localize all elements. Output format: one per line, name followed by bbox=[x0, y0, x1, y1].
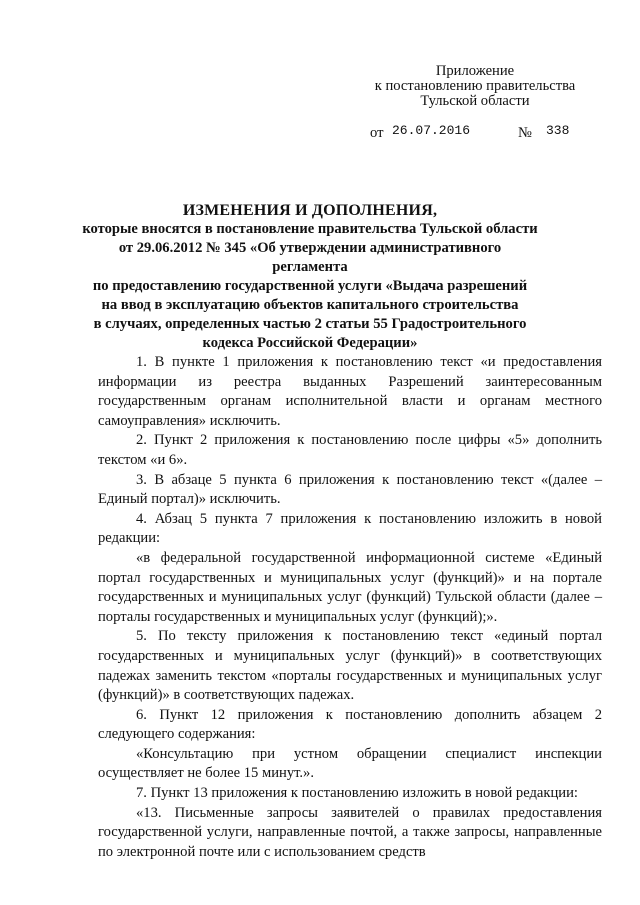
appendix-line: к постановлению правительства bbox=[374, 78, 576, 94]
title-line: в случаях, определенных частью 2 статьи 55 Градостроительного bbox=[93, 316, 527, 332]
appendix-line: Приложение bbox=[435, 63, 515, 79]
title-line: на ввод в эксплуатацию объектов капитального строительства bbox=[101, 297, 519, 313]
from-label: от bbox=[370, 125, 384, 141]
document-number: 338 bbox=[546, 123, 570, 138]
title-line: кодекса Российской Федерации» bbox=[202, 335, 418, 351]
paragraph: 4. Абзац 5 пункта 7 приложения к постановлению изложить в новой редакции: bbox=[98, 510, 602, 547]
paragraph: 5. По тексту приложения к постановлению текст «единый портал государственных и муниципальных услуг (функций)» в соответствующих падежах заменить текстом «порталы государственных и муниципальных услуг (функций)» в соответствующих падежах. bbox=[98, 628, 602, 704]
title-line: по предоставлению государственной услуги «Выдача разрешений bbox=[92, 278, 528, 294]
title-heading: ИЗМЕНЕНИЯ И ДОПОЛНЕНИЯ, bbox=[182, 202, 438, 219]
paragraph: «13. Письменные запросы заявителей о правилах предоставления государственной услуги, направленные почтой, а также запросы, направленные по электронной почте или с использованием средств bbox=[98, 804, 602, 860]
appendix-block bbox=[360, 64, 590, 109]
paragraph: 3. В абзаце 5 пункта 6 приложения к постановлению текст «(далее – Единый портал)» исключить. bbox=[98, 471, 602, 508]
document-date: 26.07.2016 bbox=[392, 123, 471, 138]
number-label: № bbox=[518, 125, 532, 141]
document-title bbox=[80, 201, 540, 353]
title-line: которые вносятся в постановление правительства Тульской области bbox=[82, 221, 538, 237]
title-line: от 29.06.2012 № 345 «Об утверждении административного регламента bbox=[118, 240, 502, 275]
paragraph: 2. Пункт 2 приложения к постановлению после цифры «5» дополнить текстом «и 6». bbox=[98, 432, 602, 468]
paragraph: «в федеральной государственной информационной системе «Единый портал государственных и муниципальных услуг (функций)» и на портале государственных и муниципальных услуг (функций) Тульской области (далее – порталы государственных и муниципальных услуг (функций);». bbox=[98, 549, 602, 625]
paragraph: 1. В пункте 1 приложения к постановлению текст «и предоставления информации из реестра выданных Разрешений заинтересованным государственным органам исполнительной власти и органам местного самоуправления» исключить. bbox=[98, 354, 602, 429]
paragraph: «Консультацию при устном обращении специалист инспекции осуществляет не более 15 минут.». bbox=[98, 745, 602, 782]
appendix-line: Тульской области bbox=[420, 93, 530, 109]
paragraph: 6. Пункт 12 приложения к постановлению дополнить абзацем 2 следующего содержания: bbox=[98, 706, 602, 743]
paragraph: 7. Пункт 13 приложения к постановлению изложить в новой редакции: bbox=[136, 785, 578, 802]
document-body bbox=[98, 353, 602, 862]
